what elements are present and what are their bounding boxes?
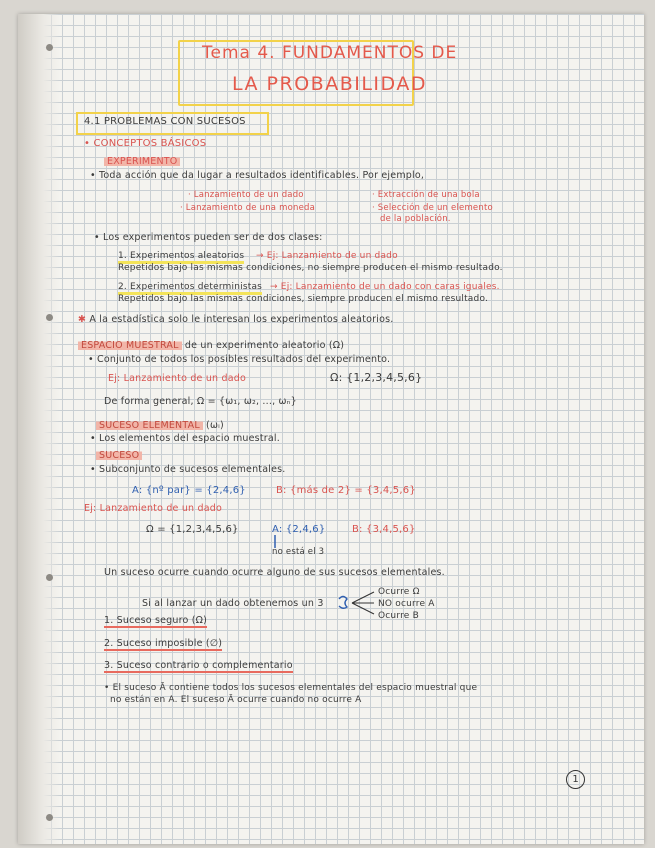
experimento-def: • Toda acción que da lugar a resultados identificables. Por ejemplo, bbox=[90, 170, 425, 181]
set-a-def: A: {nº par} = {2,4,6} bbox=[132, 485, 246, 496]
number-three-glyph bbox=[339, 597, 347, 609]
title-line-2: LA PROBABILIDAD bbox=[232, 73, 427, 95]
example-4b: de la población. bbox=[380, 214, 451, 224]
aleatorios-example: → Ej: Lanzamiento de un dado bbox=[256, 251, 398, 261]
espacio-ej-result: Ω: {1,2,3,4,5,6} bbox=[330, 371, 423, 384]
suceso-omega: Ω = {1,2,3,4,5,6} bbox=[146, 524, 239, 535]
nota-estadistica: ✱ A la estadística solo le interesan los experimentos aleatorios. bbox=[78, 314, 394, 325]
deterministas-example: → Ej: Lanzamiento de un dado con caras iguales. bbox=[270, 282, 500, 292]
aleatorios-desc: Repetidos bajo las mismas condiciones, no siempre producen el mismo resultado. bbox=[118, 263, 503, 273]
dado-example: Si al lanzar un dado obtenemos un 3 bbox=[142, 598, 324, 609]
subheading: • CONCEPTOS BÁSICOS bbox=[84, 138, 207, 149]
no-esta-note: no está el 3 bbox=[272, 547, 325, 557]
clases-intro: • Los experimentos pueden ser de dos clases: bbox=[94, 232, 323, 243]
aleatorios-title: 1. Experimentos aleatorios bbox=[118, 251, 244, 261]
suceso-ej: Ej: Lanzamiento de un dado bbox=[84, 503, 222, 514]
asterisk-icon: ✱ bbox=[78, 314, 90, 325]
deterministas-title: 2. Experimentos deterministas bbox=[118, 282, 262, 292]
complement-line-2: no están en A. El suceso Ā ocurre cuando no ocurre A bbox=[110, 695, 362, 705]
set-b-def: B: {más de 2} = {3,4,5,6} bbox=[276, 485, 416, 496]
section-heading: 4.1 PROBLEMAS CON SUCESOS bbox=[84, 116, 246, 127]
complement-line-1: • El suceso Ā contiene todos los sucesos elementales del espacio muestral que bbox=[104, 683, 478, 693]
label-experimento: EXPERIMENTO bbox=[104, 156, 180, 167]
branch-arrow-icon bbox=[352, 592, 374, 614]
outcome-2: NO ocurre A bbox=[378, 599, 435, 609]
item-contrario: 3. Suceso contrario o complementario bbox=[104, 660, 293, 671]
ocurre-def: Un suceso ocurre cuando ocurre alguno de sus sucesos elementales. bbox=[104, 567, 445, 578]
elemental-def: • Los elementos del espacio muestral. bbox=[90, 433, 280, 444]
suceso-def: • Subconjunto de sucesos elementales. bbox=[90, 464, 286, 475]
page-number: 1 bbox=[566, 770, 585, 789]
item-imposible: 2. Suceso imposible (∅) bbox=[104, 638, 223, 649]
suceso-a: A: {2,4,6} bbox=[272, 524, 326, 535]
suceso-b: B: {3,4,5,6} bbox=[352, 524, 416, 535]
espacio-ej: Ej: Lanzamiento de un dado bbox=[108, 373, 246, 384]
example-3: · Extracción de una bola bbox=[372, 190, 480, 200]
example-1: · Lanzamiento de un dado bbox=[188, 190, 304, 200]
outcome-3: Ocurre B bbox=[378, 611, 419, 621]
outcome-1: Ocurre Ω bbox=[378, 587, 420, 597]
item-seguro: 1. Suceso seguro (Ω) bbox=[104, 615, 208, 626]
elemental-label: SUCESO ELEMENTAL (ωᵢ) bbox=[96, 420, 224, 431]
title-line-1: Tema 4. FUNDAMENTOS DE bbox=[202, 43, 458, 63]
suceso-label: SUCESO bbox=[96, 450, 142, 461]
espacio-def: • Conjunto de todos los posibles resultados del experimento. bbox=[88, 354, 391, 365]
espacio-general: De forma general, Ω = {ω₁, ω₂, ..., ωₙ} bbox=[104, 396, 297, 407]
example-4a: · Selección de un elemento bbox=[372, 203, 493, 213]
example-2: · Lanzamiento de una moneda bbox=[180, 203, 316, 213]
espacio-label: ESPACIO MUESTRAL de un experimento aleatorio (Ω) bbox=[78, 340, 344, 351]
deterministas-desc: Repetidos bajo las mismas condiciones, siempre producen el mismo resultado. bbox=[118, 294, 489, 304]
